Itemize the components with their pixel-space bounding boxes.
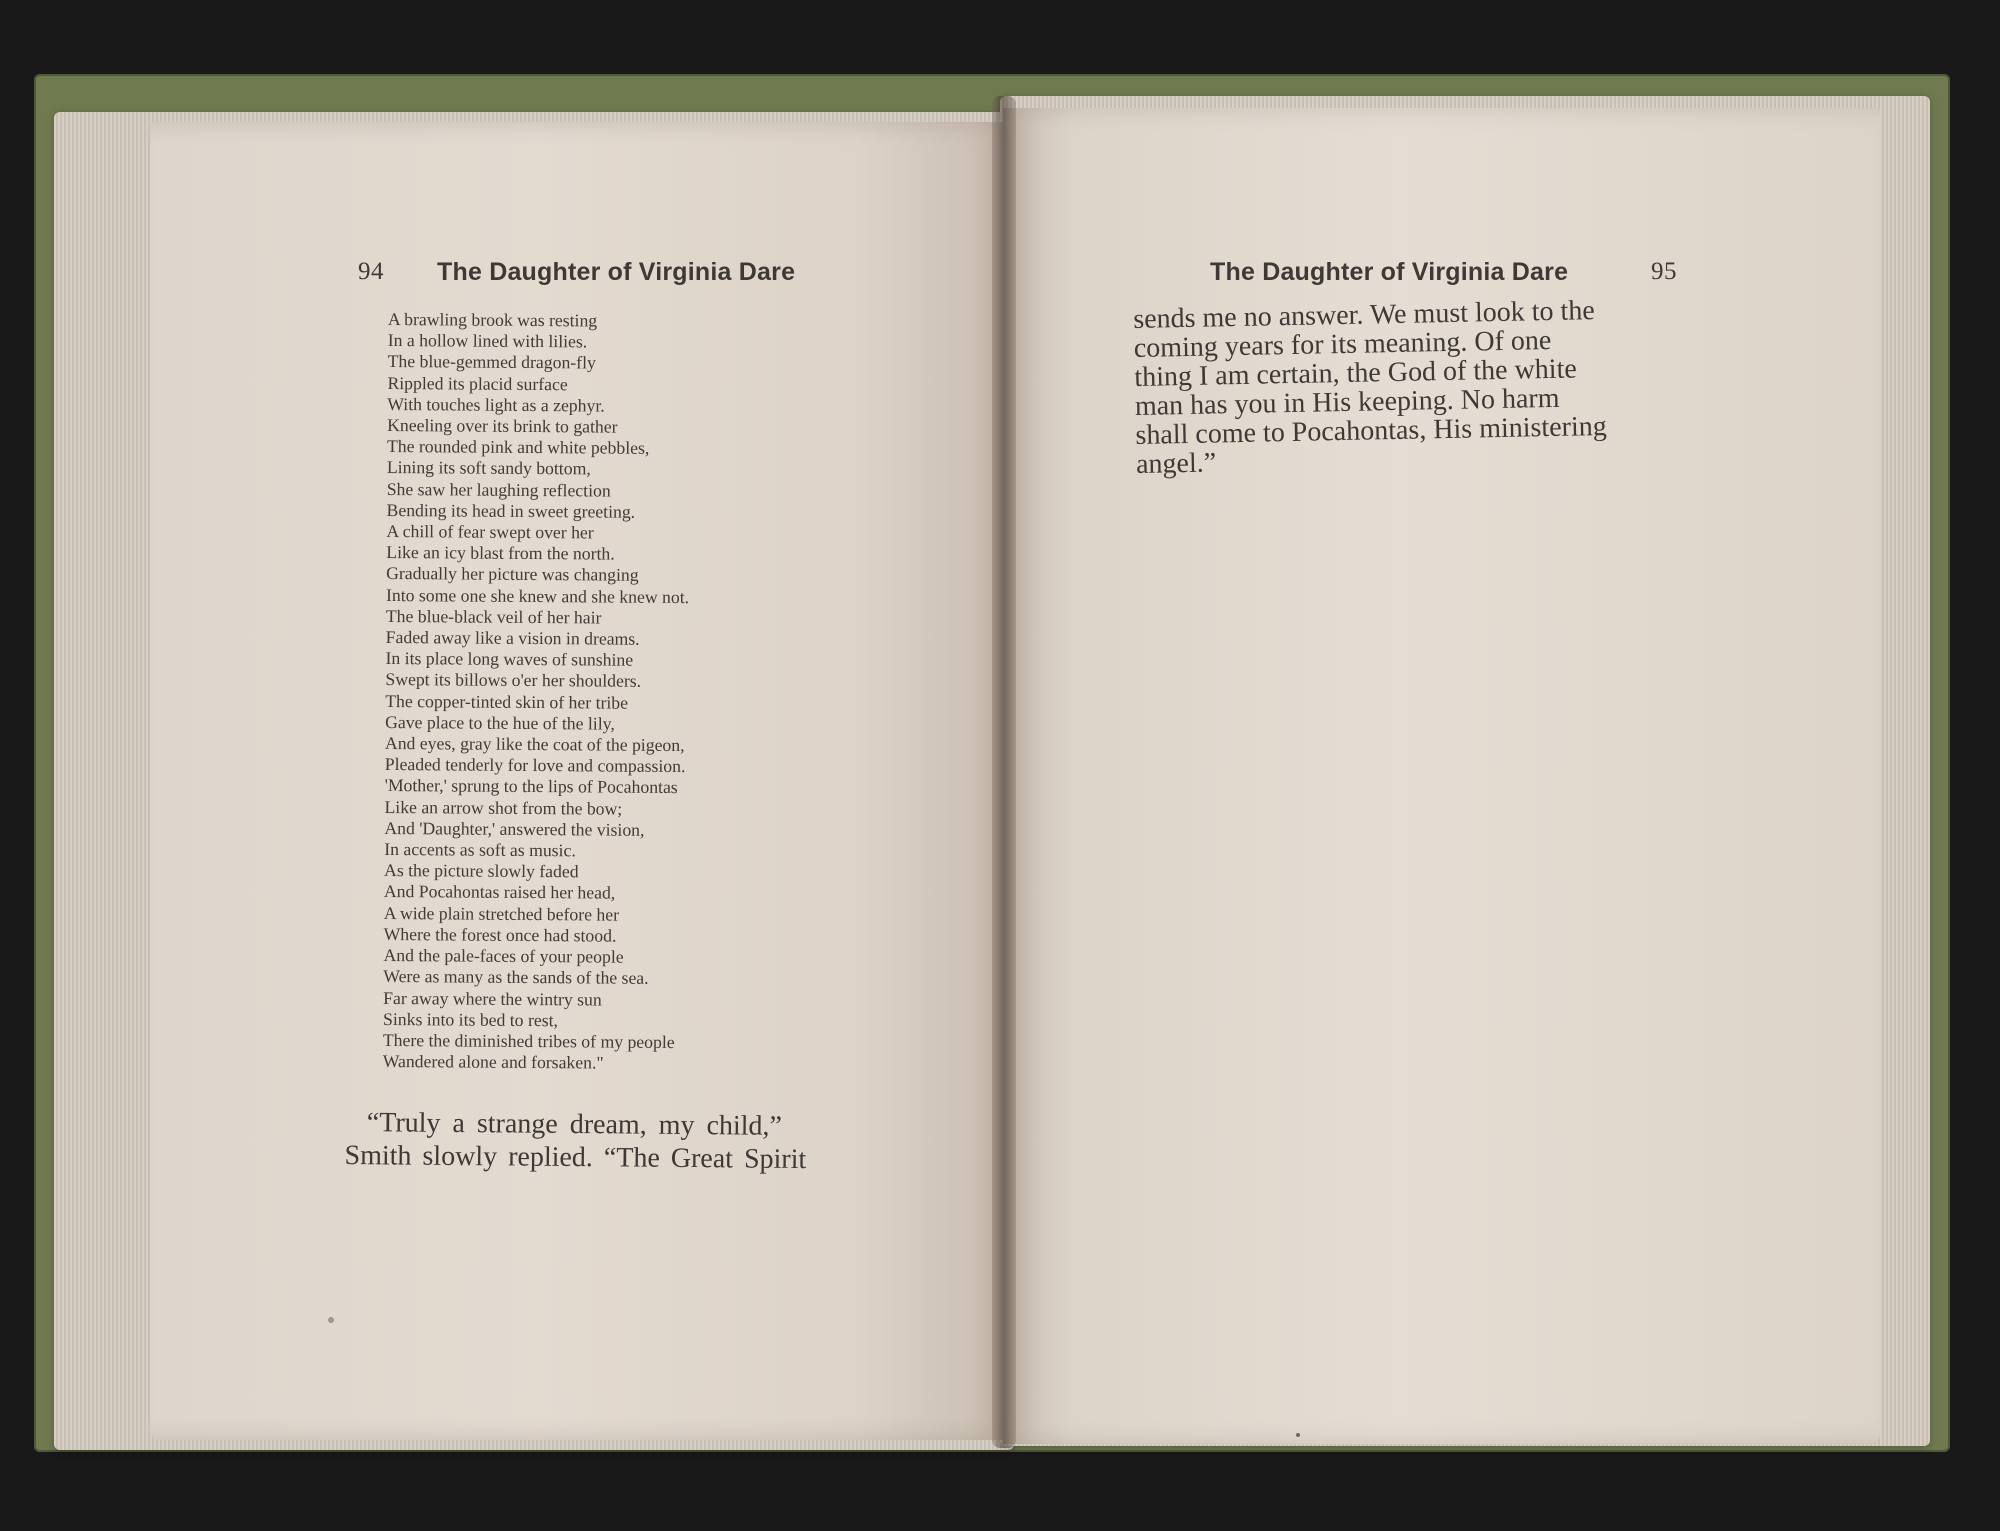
poem-line: Like an icy blast from the north.: [386, 542, 615, 564]
poem-line: Far away where the wintry sun: [383, 987, 602, 1010]
poem-line: Where the forest once had stood.: [383, 923, 617, 946]
prose-line: angel.”: [1135, 447, 1217, 480]
poem-line: Swept its billows o'er her shoulders.: [385, 669, 642, 692]
left-running-title: The Daughter of Virginia Dare: [437, 258, 796, 286]
poem-line: Lining its soft sandy bottom,: [386, 457, 591, 479]
paper-speck: [328, 1317, 334, 1323]
prose-line: Smith slowly replied. “The Great Spirit: [344, 1139, 807, 1176]
poem-line: Faded away like a vision in dreams.: [385, 627, 640, 649]
prose-line: thing I am certain, the God of the white: [1134, 353, 1578, 393]
right-prose-block: [1133, 294, 1688, 479]
poem-line: And the pale-faces of your people: [383, 945, 624, 967]
poem-line: Sinks into its bed to rest,: [382, 1008, 559, 1030]
poem-line: In accents as soft as music.: [384, 839, 576, 861]
left-page-number: 94: [358, 258, 384, 285]
book-spine-gutter: [992, 96, 1016, 1448]
right-page-number: 95: [1651, 258, 1677, 285]
poem-line: The blue-gemmed dragon-fly: [387, 351, 596, 373]
prose-line: sends me no answer. We must look to the: [1132, 295, 1596, 335]
poem-line: Wandered alone and forsaken.": [382, 1051, 604, 1073]
poem-line: There the diminished tribes of my people: [382, 1029, 675, 1052]
poem-line: And Pocahontas raised her head,: [383, 881, 616, 904]
prose-line: “Truly a strange dream, my child,”: [366, 1107, 783, 1142]
poem-line: She saw her laughing reflection: [386, 478, 611, 501]
poem-line: Kneeling over its brink to gather: [387, 415, 618, 437]
poem-line: A wide plain stretched before her: [383, 902, 620, 925]
poem-line: Pleaded tenderly for love and compassion.: [384, 754, 686, 777]
poem-line: Gave place to the hue of the lily,: [385, 711, 615, 734]
poem-line: A chill of fear swept over her: [386, 521, 594, 543]
poem-line: A brawling brook was resting: [387, 309, 598, 331]
poem-line: Were as many as the sands of the sea.: [383, 966, 649, 989]
prose-line: shall come to Pocahontas, His ministering: [1135, 410, 1607, 451]
poem-line: Into some one she knew and she knew not.: [385, 584, 690, 607]
poem-line: And eyes, gray like the coat of the pigeon,: [384, 733, 685, 756]
left-poem-block: [383, 309, 948, 1076]
poem-line: The copper-tinted skin of her tribe: [385, 690, 629, 713]
prose-line: coming years for its meaning. Of one: [1133, 324, 1552, 364]
poem-line: As the picture slowly faded: [384, 860, 579, 882]
poem-line: In a hollow lined with lilies.: [387, 330, 588, 352]
poem-line: Bending its head in sweet greeting.: [386, 499, 636, 522]
poem-line: 'Mother,' sprung to the lips of Pocahontas: [384, 775, 678, 798]
poem-line: The rounded pink and white pebbles,: [386, 436, 650, 459]
poem-line: Gradually her picture was changing: [386, 563, 639, 586]
prose-line: man has you in His keeping. No harm: [1134, 382, 1560, 422]
poem-line: In its place long waves of sunshine: [385, 648, 634, 670]
right-running-title: The Daughter of Virginia Dare: [1210, 258, 1569, 286]
poem-line: The blue-black veil of her hair: [385, 605, 602, 628]
paper-speck: [1296, 1433, 1300, 1437]
poem-line: With touches light as a zephyr.: [387, 393, 605, 416]
left-prose-block: [344, 1106, 905, 1177]
poem-line: And 'Daughter,' answered the vision,: [384, 817, 645, 840]
poem-line: Like an arrow shot from the bow;: [384, 796, 623, 819]
poem-line: Rippled its placid surface: [387, 372, 568, 394]
